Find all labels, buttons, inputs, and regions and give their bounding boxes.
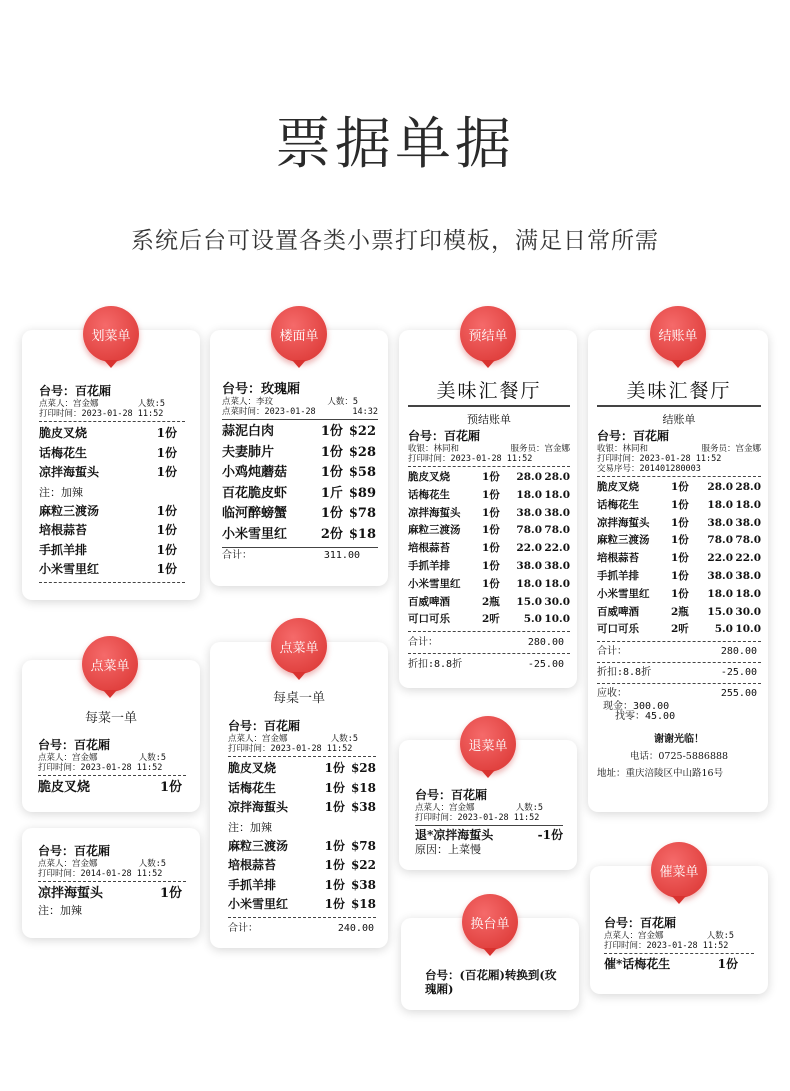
item-unit-price: 5.0: [714, 623, 733, 636]
item-price: $22: [348, 424, 376, 439]
people-count: 人数：5: [327, 397, 358, 407]
item-price: $22: [350, 858, 376, 872]
note: 注：加辣: [38, 903, 82, 917]
print-time: 打印时间：2023-01-28 11:52: [604, 941, 729, 951]
item-name: 脆皮叉烧: [228, 761, 277, 775]
item-row: [228, 856, 376, 876]
receipt-subtitle: 预结账单: [467, 413, 511, 426]
item-qty: 2瓶: [482, 595, 500, 608]
item-amount: 18.0: [544, 577, 570, 590]
due-label: 应收：: [597, 688, 627, 700]
print-time: 打印时间：2023-01-28 11:52: [38, 763, 163, 773]
item-amount: 38.0: [544, 559, 570, 572]
item-row: [39, 541, 185, 561]
item-qty: 2听: [482, 613, 500, 626]
receipt-card-urge: [590, 866, 768, 994]
table-no: 台号：百花厢: [38, 738, 111, 752]
print-time: 打印时间：2014-01-28 11:52: [38, 869, 163, 879]
item-row: [222, 422, 378, 443]
item-name: 话梅花生: [597, 498, 639, 511]
phone: 电话：0725-5886888: [629, 751, 729, 763]
cashier: 收银：林同和: [408, 444, 460, 454]
item-name: 小鸡炖蘑菇: [222, 465, 288, 480]
receipt-card-order-per-dish: [22, 660, 200, 812]
item-qty: 1份: [324, 800, 345, 814]
item-name: 夫妻肺片: [222, 444, 275, 460]
item-name: 退*凉拌海蜇头: [415, 828, 494, 842]
cash-paid: 现金：300.00: [603, 701, 670, 713]
item-qty: 1份: [671, 498, 689, 511]
item-amount: 30.0: [735, 605, 761, 618]
item-name: 百威啤酒: [408, 595, 450, 608]
table-no: 台号：百花厢: [39, 384, 112, 398]
item-name: 百花脆皮虾: [222, 485, 288, 501]
total-value: 280.00: [720, 646, 757, 658]
item-amount: 38.0: [735, 569, 761, 582]
total-label: 合计：: [597, 646, 627, 658]
table-no: 台号：玫瑰厢: [222, 382, 301, 397]
item-qty: 1份: [159, 780, 182, 795]
badge-order-per-table: 点菜单: [271, 618, 327, 674]
item-name: 麻粒三渡汤: [228, 838, 289, 853]
item-row: [222, 484, 378, 505]
item-unit-price: 18.0: [707, 587, 733, 600]
total-value: 280.00: [527, 637, 564, 649]
item-qty: 1份: [156, 445, 177, 460]
item-price: $89: [348, 485, 376, 501]
item-price: $18: [348, 526, 376, 542]
item-unit-price: 28.0: [707, 481, 733, 493]
total-label: 合计：: [222, 550, 252, 561]
item-qty: 1份: [324, 780, 345, 795]
page-title: 票据单据: [275, 112, 515, 177]
item-price: $18: [350, 780, 376, 795]
item-name: 小米雪里红: [222, 526, 288, 542]
item-name: 催*话梅花生: [604, 957, 671, 971]
people-count: 人数:5: [706, 931, 734, 941]
item-row: [222, 443, 378, 464]
item-qty: 2听: [671, 623, 689, 636]
receipt-card-prebill: [399, 330, 577, 688]
discount-value: -25.00: [720, 667, 757, 679]
item-name: 麻粒三渡汤: [597, 534, 650, 547]
item-row: [39, 502, 185, 522]
item-qty: 1份: [671, 516, 689, 529]
people-count: 人数:5: [515, 803, 543, 813]
print-time: 打印时间：2023-01-28 11:52: [415, 813, 540, 823]
item-name: 脆皮叉烧: [408, 471, 450, 483]
people-count: 人数:5: [137, 399, 165, 409]
item-qty: 1份: [320, 444, 343, 460]
item-unit-price: 22.0: [707, 552, 733, 565]
people-count: 人数:5: [330, 734, 358, 744]
item-qty: 1份: [671, 481, 689, 493]
item-qty: -1份: [537, 828, 563, 842]
item-unit-price: 38.0: [707, 569, 733, 582]
note: 注：加辣: [228, 820, 272, 834]
item-qty: 1份: [324, 897, 345, 911]
item-name: 手抓羊排: [597, 569, 639, 582]
item-amount: 10.0: [735, 623, 761, 636]
total-value: 311.00: [323, 550, 360, 561]
orderer: 点菜人：宫金娜: [38, 859, 98, 869]
total-label: 合计：: [228, 922, 258, 934]
item-amount: 18.0: [544, 488, 570, 501]
item-row: [228, 779, 376, 799]
item-qty: 1斤: [320, 485, 343, 501]
reason: 原因：上菜慢: [415, 843, 481, 856]
table-no: 台号：百花厢: [38, 844, 111, 858]
print-time: 打印时间：2023-01-28 11:52: [39, 409, 164, 419]
badge-table-change: 换台单: [462, 894, 518, 950]
item-unit-price: 38.0: [516, 559, 542, 572]
badge-prebill: 预结单: [460, 306, 516, 362]
change: 找零：45.00: [615, 711, 676, 723]
due-value: 255.00: [720, 688, 757, 700]
item-price: $38: [350, 800, 376, 814]
item-qty: 1份: [324, 838, 345, 853]
item-qty: 1份: [324, 877, 345, 892]
item-row: [228, 759, 376, 779]
table-no: 台号：百花厢: [415, 788, 488, 802]
item-unit-price: 15.0: [516, 595, 542, 608]
total-label: 合计：: [408, 637, 438, 649]
item-qty: 1份: [482, 471, 500, 483]
order-clock: 14:32: [352, 407, 378, 417]
cashier: 收银：林同和: [597, 444, 649, 454]
item-name: 小米雪里红: [228, 897, 289, 911]
item-price: $18: [350, 897, 376, 911]
orderer: 点菜人：宫金娜: [38, 753, 98, 763]
item-unit-price: 78.0: [516, 524, 542, 537]
item-qty: 1份: [156, 562, 177, 576]
item-name: 凉拌海蜇头: [38, 886, 104, 901]
item-name: 凉拌海蜇头: [39, 465, 100, 479]
item-row: [222, 525, 378, 546]
item-amount: 18.0: [735, 498, 761, 511]
orderer: 点菜人：宫金娜: [39, 399, 99, 409]
item-row: [222, 504, 378, 525]
item-price: $38: [350, 877, 376, 892]
item-name: 小米雪里红: [408, 577, 461, 590]
item-qty: 1份: [482, 577, 500, 590]
item-name: 百威啤酒: [597, 605, 639, 618]
item-unit-price: 18.0: [707, 498, 733, 511]
item-amount: 18.0: [735, 587, 761, 600]
item-unit-price: 22.0: [516, 542, 542, 555]
caption: 每菜一单: [84, 710, 137, 725]
item-qty: 1份: [156, 465, 177, 479]
item-name: 可口可乐: [408, 613, 450, 626]
item-qty: 1份: [320, 424, 343, 439]
table-no: 台号：百花厢: [597, 429, 670, 443]
item-unit-price: 38.0: [516, 506, 542, 519]
item-qty: 1份: [324, 858, 345, 872]
badge-checkout: 结账单: [650, 306, 706, 362]
total-value: 240.00: [337, 922, 374, 934]
item-name: 话梅花生: [228, 780, 277, 795]
item-row: [39, 424, 185, 444]
item-row: [228, 798, 376, 818]
item-unit-price: 78.0: [707, 534, 733, 547]
item-qty: 2瓶: [671, 605, 689, 618]
item-price: $58: [348, 465, 376, 480]
receipt-card-checkout: [588, 330, 768, 812]
item-amount: 38.0: [544, 506, 570, 519]
item-row: [39, 560, 185, 580]
item-amount: 78.0: [544, 524, 570, 537]
orderer: 点菜人：宫金娜: [228, 734, 288, 744]
item-amount: 28.0: [544, 471, 570, 483]
table-no: 台号：百花厢: [228, 719, 301, 733]
discount-value: -25.00: [527, 659, 564, 671]
badge-urge: 催菜单: [651, 842, 707, 898]
restaurant-name: 美味汇餐厅: [626, 380, 732, 402]
item-amount: 22.0: [544, 542, 570, 555]
restaurant-name: 美味汇餐厅: [436, 380, 542, 402]
item-name: 脆皮叉烧: [597, 481, 639, 493]
item-amount: 30.0: [544, 595, 570, 608]
item-qty: 1份: [671, 552, 689, 565]
item-qty: 1份: [156, 426, 177, 440]
item-name: 可口可乐: [597, 623, 639, 636]
item-price: $78: [350, 838, 376, 853]
item-qty: 1份: [671, 534, 689, 547]
item-name: 手抓羊排: [228, 877, 277, 892]
receipt-card-floor: [210, 330, 388, 586]
receipt-card-return: [399, 740, 577, 870]
badge-floor: 楼面单: [271, 306, 327, 362]
item-qty: 1份: [482, 506, 500, 519]
item-qty: 1份: [482, 559, 500, 572]
item-amount: 22.0: [735, 552, 761, 565]
item-qty: 1份: [320, 465, 343, 480]
item-row: [228, 876, 376, 896]
item-name: 培根蒜苔: [39, 523, 88, 537]
receipt-card-order-per-table: [210, 642, 388, 948]
item-qty: 1份: [482, 524, 500, 537]
item-name: 蒜泥白肉: [222, 424, 275, 439]
waiter: 服务员：宫金娜: [701, 444, 761, 454]
item-name: 凉拌海蜇头: [597, 516, 650, 529]
item-amount: 38.0: [735, 516, 761, 529]
people-count: 人数:5: [138, 859, 166, 869]
table-no: 台号：百花厢: [604, 916, 677, 930]
item-unit-price: 38.0: [707, 516, 733, 529]
discount-label: 折扣:8.8折: [408, 659, 463, 671]
item-unit-price: 18.0: [516, 488, 542, 501]
item-price: $28: [348, 444, 376, 460]
item-unit-price: 15.0: [707, 605, 733, 618]
item-name: 手抓羊排: [408, 559, 450, 572]
item-name: 脆皮叉烧: [39, 426, 88, 440]
orderer: 点菜人：宫金娜: [415, 803, 475, 813]
note: 注：加辣: [39, 485, 83, 499]
item-price: $78: [348, 506, 376, 521]
item-row: [39, 521, 185, 541]
item-amount: 10.0: [544, 613, 570, 626]
item-name: 麻粒三渡汤: [408, 524, 461, 537]
item-qty: 1份: [156, 503, 177, 518]
item-qty: 1份: [482, 542, 500, 555]
item-row: [228, 837, 376, 857]
item-qty: 1份: [156, 523, 177, 537]
order-time: 点菜时间：2023-01-28: [222, 407, 316, 417]
item-unit-price: 18.0: [516, 577, 542, 590]
item-name: 话梅花生: [408, 488, 450, 501]
item-name: 培根蒜苔: [228, 858, 277, 872]
item-row: [222, 463, 378, 484]
item-qty: 2份: [320, 526, 343, 542]
item-name: 话梅花生: [39, 445, 88, 460]
item-name: 培根蒜苔: [597, 552, 639, 565]
print-time: 打印时间：2023-01-28 11:52: [408, 454, 533, 464]
item-name: 临河醉螃蟹: [222, 506, 288, 521]
item-name: 手抓羊排: [39, 542, 88, 557]
item-name: 凉拌海蜇头: [408, 506, 461, 519]
item-row: [39, 444, 185, 464]
table-no: 台号：百花厢: [408, 429, 481, 443]
item-name: 培根蒜苔: [408, 542, 450, 555]
item-name: 小米雪里红: [39, 562, 100, 576]
item-qty: 1份: [671, 569, 689, 582]
item-qty: 1份: [156, 542, 177, 557]
waiter: 服务员：宫金娜: [510, 444, 570, 454]
people-count: 人数:5: [138, 753, 166, 763]
caption: 每桌一单: [272, 690, 325, 705]
item-name: 麻粒三渡汤: [39, 503, 100, 518]
page-subtitle: 系统后台可设置各类小票打印模板，满足日常所需: [131, 228, 659, 254]
receipt-card-table-change: [401, 918, 579, 1010]
badge-return: 退菜单: [460, 716, 516, 772]
item-qty: 1份: [482, 488, 500, 501]
item-row: [228, 895, 376, 915]
serial-no: 交易序号：201401280003: [597, 464, 701, 474]
item-qty: 1份: [159, 886, 182, 901]
item-qty: 1份: [671, 587, 689, 600]
receipt-subtitle: 结账单: [662, 413, 696, 426]
item-amount: 28.0: [735, 481, 761, 493]
item-name: 脆皮叉烧: [38, 780, 91, 795]
change-text: 台号：(百花厢)转换到(玫瑰厢): [425, 968, 557, 996]
badge-strike: 划菜单: [83, 306, 139, 362]
orderer: 点菜人：宫金娜: [604, 931, 664, 941]
orderer: 点菜人：李玟: [222, 397, 274, 407]
item-price: $28: [350, 761, 376, 775]
item-amount: 78.0: [735, 534, 761, 547]
item-qty: 1份: [324, 761, 345, 775]
item-name: 凉拌海蜇头: [228, 800, 289, 814]
item-unit-price: 5.0: [523, 613, 542, 626]
badge-order-per-dish: 点菜单: [82, 636, 138, 692]
thanks: 谢谢光临！: [654, 734, 704, 746]
receipt-card-order-per-dish-2: [22, 828, 200, 938]
item-qty: 1份: [320, 506, 343, 521]
print-time: 打印时间：2023-01-28 11:52: [228, 744, 353, 754]
item-name: 小米雪里红: [597, 587, 650, 600]
item-row: [39, 463, 185, 483]
item-unit-price: 28.0: [516, 471, 542, 483]
discount-label: 折扣:8.8折: [597, 667, 652, 679]
item-qty: 1份: [717, 957, 738, 971]
address: 地址：重庆涪陵区中山路16号: [597, 768, 724, 780]
receipt-card-strike: [22, 330, 200, 600]
print-time: 打印时间：2023-01-28 11:52: [597, 454, 722, 464]
